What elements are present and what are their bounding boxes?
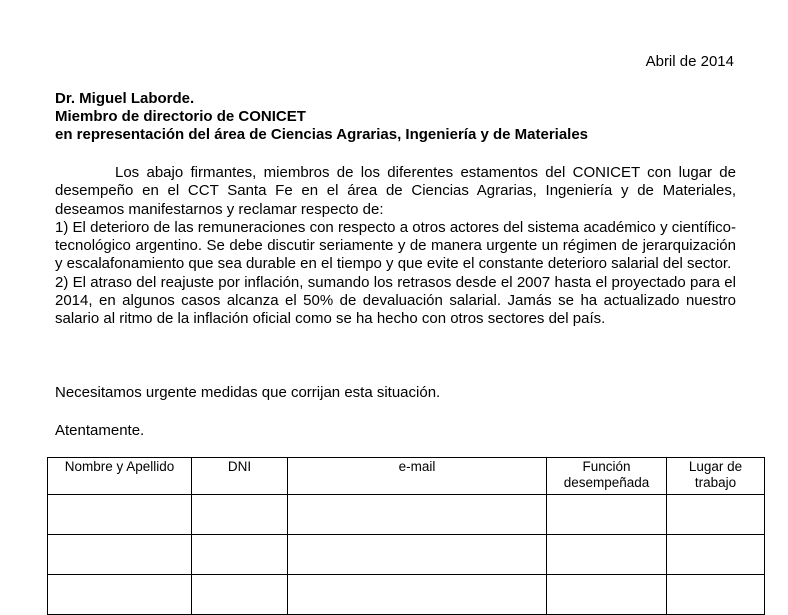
table-row: [48, 495, 765, 535]
table-header-row: [48, 458, 765, 495]
table-cell: [547, 535, 667, 575]
table-cell: [48, 495, 192, 535]
table-cell: [667, 535, 765, 575]
point-1-paragraph: 1) El deterioro de las remuneraciones con respecto a otros actores del sistema académico y científico-tecnológico argentino. Se debe discutir seriamente y de manera urgente un régimen de jerarquización y escalafonamiento que sea durable en el tiempo y que evite el constante deterioro salarial del sector.: [55, 218, 736, 273]
point-2-paragraph: 2) El atraso del reajuste por inflación, sumando los retrasos desde el 2007 hasta el proyectado para el 2014, en algunos casos alcanza el 50% de devaluación salarial. Jamás se ha actualizado nuestro salario al ritmo de la inflación oficial como se ha hecho con otros sectores del país.: [55, 273, 736, 328]
table-cell: [288, 495, 547, 535]
table-cell: [192, 535, 288, 575]
intro-paragraph: Los abajo firmantes, miembros de los diferentes estamentos del CONICET con lugar de desempeño en el CCT Santa Fe en el área de Ciencias Agrarias, Ingeniería y de Materiales, deseamos manifestarnos y reclamar respecto de:: [55, 164, 736, 218]
table-cell: [192, 575, 288, 615]
recipient-representation: en representación del área de Ciencias Agrarias, Ingeniería y de Materiales: [55, 126, 589, 143]
table-cell: [48, 535, 192, 575]
header-workplace: Lugar de trabajo: [667, 458, 765, 495]
header-email: e-mail: [288, 458, 547, 495]
recipient-block: [55, 90, 588, 144]
table-cell: [667, 495, 765, 535]
letter-date: Abril de 2014: [645, 53, 734, 70]
table-row: [48, 575, 765, 615]
header-dni: DNI: [192, 458, 288, 495]
table-cell: [288, 575, 547, 615]
signature-table: [47, 457, 765, 615]
table-cell: [48, 575, 192, 615]
header-function: Función desempeñada: [547, 458, 667, 495]
recipient-role: Miembro de directorio de CONICET: [55, 108, 306, 125]
table-row: [48, 535, 765, 575]
closing-salutation: Atentamente.: [55, 422, 145, 439]
table-cell: [288, 535, 547, 575]
table-cell: [667, 575, 765, 615]
request-sentence: Necesitamos urgente medidas que corrijan esta situación.: [55, 384, 441, 401]
recipient-name: Dr. Miguel Laborde.: [55, 90, 195, 107]
table-cell: [192, 495, 288, 535]
table-cell: [547, 495, 667, 535]
letter-body: [55, 164, 736, 329]
table-cell: [547, 575, 667, 615]
header-name: Nombre y Apellido: [48, 458, 192, 495]
